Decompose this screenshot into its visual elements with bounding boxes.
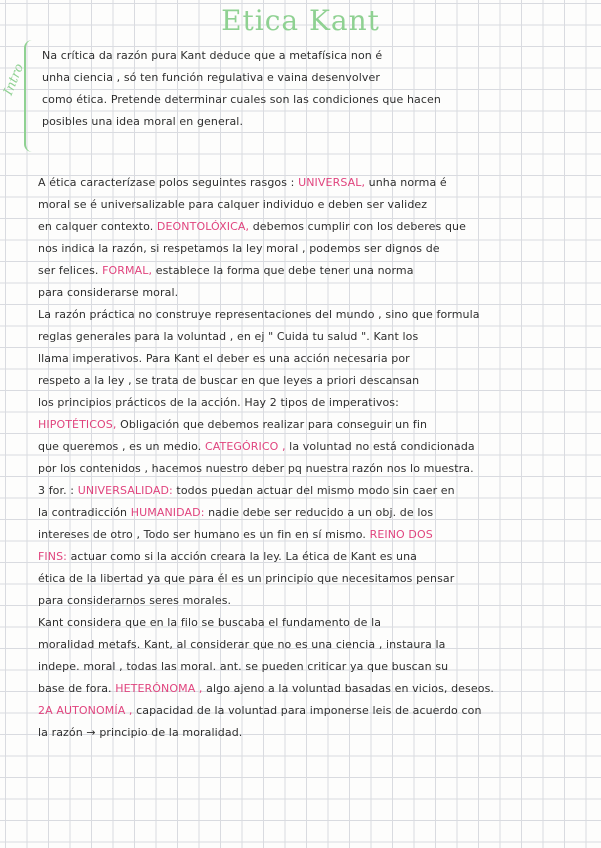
highlighted-keyword: UNIVERSALIDAD: bbox=[77, 484, 173, 497]
body-line bbox=[38, 524, 586, 546]
body-text-segment: 3 for. : bbox=[38, 484, 78, 497]
body-text-segment: indepe. moral , todas las moral. ant. se pueden criticar ya que buscan su bbox=[38, 660, 449, 673]
body-line bbox=[38, 458, 586, 480]
body-line bbox=[38, 282, 586, 304]
body-line bbox=[38, 260, 586, 282]
body-line bbox=[38, 634, 586, 656]
page-title: Etica Kant bbox=[221, 4, 380, 37]
body-text-segment: llama imperativos. Para Kant el deber es una acción necesaria por bbox=[38, 352, 410, 365]
highlighted-keyword: CATEGÓRICO , bbox=[204, 440, 286, 453]
highlighted-keyword: HUMANIDAD: bbox=[130, 506, 205, 519]
body-text-segment: respeto a la ley , se trata de buscar en que leyes a priori descansan bbox=[38, 374, 420, 387]
body-line bbox=[38, 326, 586, 348]
body-text-segment: nadie debe ser reducido a un obj. de los bbox=[204, 506, 434, 519]
highlighted-keyword: HETERÓNOMA , bbox=[115, 682, 203, 695]
body-line bbox=[38, 546, 586, 568]
body-line bbox=[38, 568, 586, 590]
body-text-segment: que queremos , es un medio. bbox=[38, 440, 205, 453]
intro-line: posibles una idea moral en general. bbox=[42, 115, 244, 128]
body-text-segment: ética de la libertad ya que para él es un principio que necesitamos pensar bbox=[38, 572, 455, 585]
body-line bbox=[38, 700, 586, 722]
body-text-segment: los principios prácticos de la acción. Hay 2 tipos de imperativos: bbox=[38, 396, 399, 409]
highlighted-keyword: 2A AUTONOMÍA , bbox=[38, 704, 133, 717]
body-text-segment: Obligación que debemos realizar para conseguir un fin bbox=[116, 418, 428, 431]
body-text-segment: la voluntad no está condicionada bbox=[285, 440, 475, 453]
body-text-segment: para considerarnos seres morales. bbox=[38, 594, 232, 607]
body-text-segment: nos indica la razón, si respetamos la ley moral , podemos ser dignos de bbox=[38, 242, 440, 255]
body-text-segment: La razón práctica no construye representaciones del mundo , sino que formula bbox=[38, 308, 480, 321]
body-text-segment: A ética caracterízase polos seguintes rasgos : bbox=[38, 176, 299, 189]
body-line bbox=[38, 436, 586, 458]
body-text-segment: unha norma é bbox=[365, 176, 447, 189]
body-text-segment: todos puedan actuar del mismo modo sin caer en bbox=[172, 484, 455, 497]
intro-margin-label: Intro bbox=[1, 61, 28, 98]
body-text-segment: en calquer contexto. bbox=[38, 220, 157, 233]
body-line bbox=[38, 502, 586, 524]
body-line bbox=[38, 414, 586, 436]
body-line bbox=[38, 656, 586, 678]
body-text-segment: moralidad metafs. Kant, al considerar que no es una ciencia , instaura la bbox=[38, 638, 446, 651]
highlighted-keyword: FINS: bbox=[38, 550, 67, 563]
body-line bbox=[38, 304, 586, 326]
body-text-segment: base de fora. bbox=[38, 682, 116, 695]
body-text-segment: debemos cumplir con los deberes que bbox=[249, 220, 466, 233]
intro-line: como ética. Pretende determinar cuales son las condiciones que hacen bbox=[42, 93, 441, 106]
body-line bbox=[38, 678, 586, 700]
body-line bbox=[38, 392, 586, 414]
body-text-segment: establece la forma que debe tener una norma bbox=[152, 264, 414, 277]
body-line bbox=[38, 722, 586, 744]
body-text-segment: algo ajeno a la voluntad basadas en vicios, deseos. bbox=[202, 682, 495, 695]
highlighted-keyword: REINO DOS bbox=[369, 528, 433, 541]
body-text-segment: capacidad de la voluntad para imponerse leis de acuerdo con bbox=[132, 704, 482, 717]
intro-paragraph bbox=[42, 45, 582, 133]
highlighted-keyword: HIPOTÉTICOS, bbox=[38, 418, 117, 431]
intro-line: Na crítica da razón pura Kant deduce que a metafísica non é bbox=[42, 49, 383, 62]
body-text-segment: actuar como si la acción creara la ley. La ética de Kant es una bbox=[67, 550, 418, 563]
body-text-segment: reglas generales para la voluntad , en ej " Cuida tu salud ". Kant los bbox=[38, 330, 419, 343]
body-text-segment: la contradicción bbox=[38, 506, 131, 519]
body-line bbox=[38, 216, 586, 238]
body-text-segment: moral se é universalizable para calquer individuo e deben ser validez bbox=[38, 198, 428, 211]
body-line bbox=[38, 590, 586, 612]
body-text-segment: Kant considera que en la filo se buscaba el fundamento de la bbox=[38, 616, 382, 629]
body-line bbox=[38, 238, 586, 260]
body-text-segment: intereses de otro , Todo ser humano es un fin en sí mismo. bbox=[38, 528, 370, 541]
intro-brace bbox=[24, 40, 36, 152]
highlighted-keyword: DEONTOLÓXICA, bbox=[156, 220, 250, 233]
body-text-segment: la razón → principio de la moralidad. bbox=[38, 726, 243, 739]
body-line bbox=[38, 480, 586, 502]
body-line bbox=[38, 172, 586, 194]
body-line bbox=[38, 370, 586, 392]
body-line bbox=[38, 194, 586, 216]
highlighted-keyword: UNIVERSAL, bbox=[298, 176, 366, 189]
body-line bbox=[38, 612, 586, 634]
body-line bbox=[38, 348, 586, 370]
body-text-segment: por los contenidos , hacemos nuestro deber pq nuestra razón nos lo muestra. bbox=[38, 462, 474, 475]
highlighted-keyword: FORMAL, bbox=[102, 264, 153, 277]
intro-line: unha ciencia , só ten función regulativa e vaina desenvolver bbox=[42, 71, 380, 84]
body-text bbox=[38, 172, 586, 744]
body-text-segment: ser felices. bbox=[38, 264, 103, 277]
body-text-segment: para considerarse moral. bbox=[38, 286, 179, 299]
